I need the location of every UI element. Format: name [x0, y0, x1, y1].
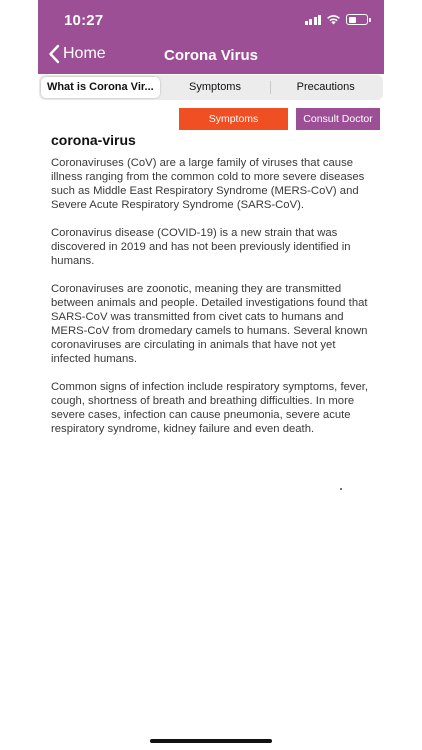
app-screen — [38, 0, 384, 750]
status-icons — [305, 14, 369, 25]
stray-dot — [340, 488, 342, 490]
page-title: Corona Virus — [164, 47, 258, 64]
status-bar — [38, 0, 384, 40]
article-paragraph: Coronavirus disease (COVID-19) is a new strain that was discovered in 2019 and has not been previously identified in humans. — [51, 227, 351, 267]
back-label: Home — [63, 45, 106, 62]
header — [38, 0, 384, 74]
status-time: 10:27 — [64, 12, 104, 29]
tab-what-is-corona-virus[interactable]: What is Corona Vir... — [41, 77, 160, 98]
cellular-signal-icon — [305, 15, 322, 25]
consult-doctor-button[interactable]: Consult Doctor — [296, 108, 380, 130]
navigation-bar — [38, 40, 384, 74]
article-paragraph: Common signs of infection include respiratory symptoms, fever, cough, shortness of breath and breathing difficulties. In more severe cases, infection can cause pneumonia, severe acute respiratory syndrome, kidney failure and even death. — [51, 381, 369, 435]
symptoms-screening-button[interactable]: Symptoms Screening — [179, 108, 288, 130]
action-buttons — [179, 108, 380, 147]
article-heading: corona-virus — [51, 132, 136, 148]
segmented-tabs — [39, 75, 383, 100]
article-paragraph: Coronaviruses (CoV) are a large family of viruses that cause illness ranging from the common cold to more severe diseases such as Middle East Respiratory Syndrome (MERS-CoV) and Severe Acute Respiratory Syndrome (SARS-CoV). — [51, 157, 365, 211]
tab-symptoms[interactable]: Symptoms — [189, 81, 241, 93]
battery-icon — [346, 14, 368, 25]
article-paragraph: Coronaviruses are zoonotic, meaning they are transmitted between animals and people. Detailed investigations found that SARS-CoV was transmitted from civet cats to humans and MERS-CoV from dromedary camels to humans. Several known coronaviruses are circulating in animals that have not yet infected humans. — [51, 283, 368, 365]
tab-precautions[interactable]: Precautions — [270, 77, 381, 98]
wifi-icon — [326, 14, 341, 25]
article-content — [51, 132, 377, 450]
home-indicator[interactable] — [150, 739, 272, 743]
